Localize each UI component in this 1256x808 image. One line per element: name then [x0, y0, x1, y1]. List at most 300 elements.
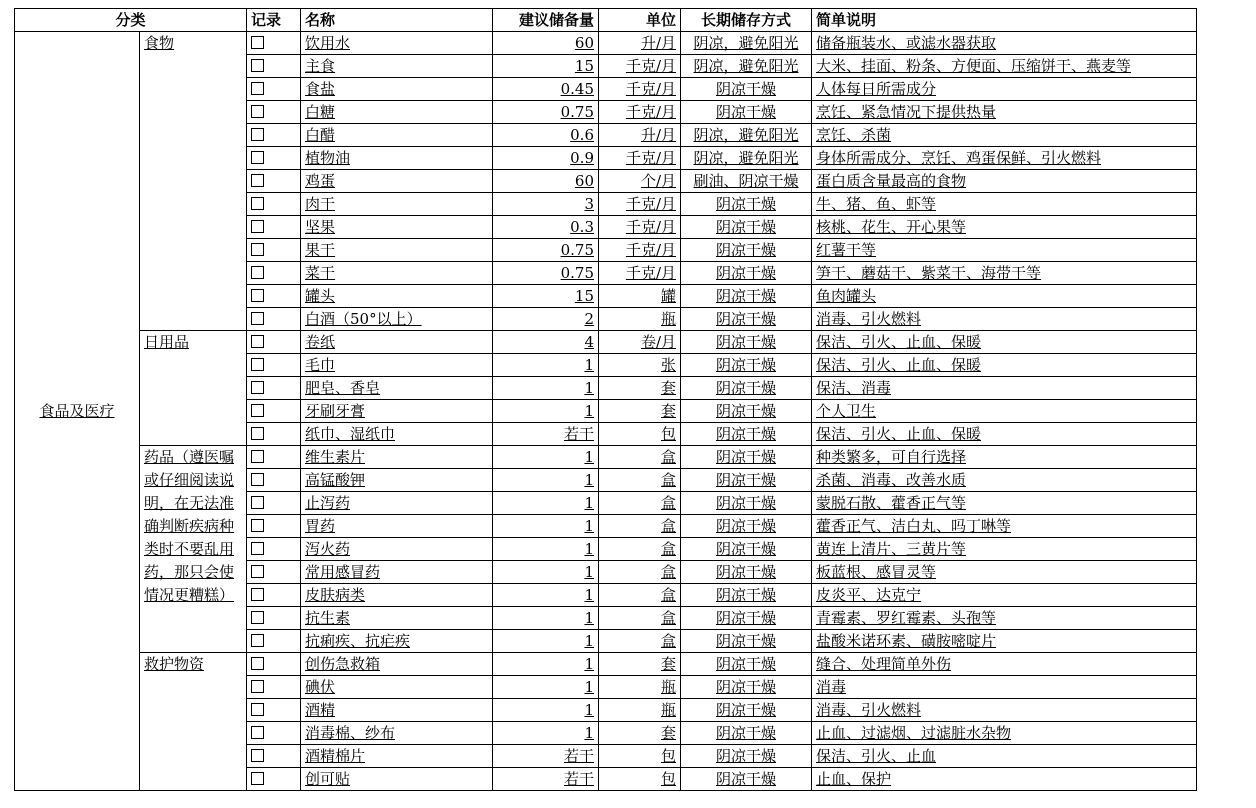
- item-unit: 千克/月: [625, 194, 676, 213]
- item-storage: 阴凉干燥: [715, 723, 776, 742]
- item-description-cell: [812, 55, 1197, 78]
- item-storage-cell: [681, 147, 812, 170]
- record-checkbox[interactable]: [251, 197, 264, 210]
- item-name: 肥皂、香皂: [305, 378, 381, 397]
- item-unit-cell: [599, 538, 681, 561]
- item-quantity-cell: [493, 124, 599, 147]
- item-unit-cell: [599, 630, 681, 653]
- item-unit: 卷/月: [640, 332, 676, 351]
- item-name-cell: [301, 492, 493, 515]
- record-cell: [247, 607, 301, 630]
- item-description: 核桃、花生、开心果等: [816, 217, 967, 236]
- item-quantity: 1: [584, 447, 594, 466]
- item-unit: 千克/月: [625, 79, 676, 98]
- item-storage: 阴凉干燥: [715, 401, 776, 420]
- item-unit: 套: [660, 401, 676, 420]
- record-cell: [247, 55, 301, 78]
- item-description: 保洁、引火、止血: [816, 746, 937, 765]
- item-unit: 套: [660, 654, 676, 673]
- item-description-cell: [812, 607, 1197, 630]
- item-storage-cell: [681, 699, 812, 722]
- item-storage: 阴凉干燥: [715, 654, 776, 673]
- record-checkbox[interactable]: [251, 266, 264, 279]
- item-unit-cell: [599, 101, 681, 124]
- item-quantity: 1: [584, 355, 594, 374]
- item-description: 烹饪、紧急情况下提供热量: [816, 102, 997, 121]
- record-checkbox[interactable]: [251, 427, 264, 440]
- item-storage: 阴凉干燥: [715, 355, 776, 374]
- item-name-cell: [301, 584, 493, 607]
- item-description-cell: [812, 768, 1197, 791]
- item-unit: 盒: [660, 631, 676, 650]
- item-name-cell: [301, 124, 493, 147]
- item-storage-cell: [681, 400, 812, 423]
- record-checkbox[interactable]: [251, 588, 264, 601]
- subcategory-label: 救护物资: [144, 655, 205, 673]
- record-checkbox[interactable]: [251, 703, 264, 716]
- item-name-cell: [301, 193, 493, 216]
- item-name-cell: [301, 262, 493, 285]
- item-name: 高锰酸钾: [305, 470, 366, 489]
- item-description: 藿香正气、洁白丸、吗丁啉等: [816, 516, 1012, 535]
- record-checkbox[interactable]: [251, 243, 264, 256]
- record-cell: [247, 354, 301, 377]
- item-storage-cell: [681, 584, 812, 607]
- item-name: 泻火药: [305, 539, 351, 558]
- item-quantity: 1: [584, 700, 594, 719]
- item-quantity: 1: [584, 378, 594, 397]
- item-quantity: 0.75: [560, 263, 594, 282]
- record-cell: [247, 331, 301, 354]
- record-cell: [247, 216, 301, 239]
- item-description: 缝合、处理简单外伤: [816, 654, 952, 673]
- item-storage: 阴凉，避免阳光: [693, 56, 799, 75]
- item-quantity: 0.6: [570, 125, 594, 144]
- item-unit-cell: [599, 216, 681, 239]
- item-description: 保洁、消毒: [816, 378, 892, 397]
- item-unit: 千克/月: [625, 102, 676, 121]
- item-description-cell: [812, 492, 1197, 515]
- item-storage-cell: [681, 193, 812, 216]
- item-quantity-cell: [493, 492, 599, 515]
- item-name: 维生素片: [305, 447, 366, 466]
- item-storage-cell: [681, 170, 812, 193]
- item-quantity-cell: [493, 101, 599, 124]
- item-description: 盐酸米诺环素、磺胺嘧啶片: [816, 631, 997, 650]
- item-description-cell: [812, 170, 1197, 193]
- item-storage: 刷油、阴凉干燥: [693, 171, 799, 190]
- record-cell: [247, 124, 301, 147]
- item-quantity: 若干: [563, 746, 594, 765]
- item-description: 皮炎平、达克宁: [816, 585, 922, 604]
- item-quantity-cell: [493, 653, 599, 676]
- table-row: [15, 653, 1197, 676]
- item-name-cell: [301, 331, 493, 354]
- item-description: 消毒、引火燃料: [816, 309, 922, 328]
- item-storage: 阴凉干燥: [715, 309, 776, 328]
- item-quantity: 0.75: [560, 102, 594, 121]
- item-storage-cell: [681, 78, 812, 101]
- item-unit-cell: [599, 699, 681, 722]
- item-quantity-cell: [493, 561, 599, 584]
- item-storage-cell: [681, 216, 812, 239]
- item-quantity: 1: [584, 401, 594, 420]
- subcategory-label: 食物: [144, 34, 175, 52]
- item-storage-cell: [681, 538, 812, 561]
- record-checkbox[interactable]: [251, 312, 264, 325]
- item-storage-cell: [681, 377, 812, 400]
- table-row: [15, 446, 1197, 469]
- item-quantity: 60: [574, 171, 594, 190]
- item-storage-cell: [681, 124, 812, 147]
- item-description-cell: [812, 515, 1197, 538]
- item-unit: 千克/月: [625, 240, 676, 259]
- item-storage-cell: [681, 423, 812, 446]
- item-description-cell: [812, 147, 1197, 170]
- item-storage: 阴凉干燥: [715, 769, 776, 788]
- item-unit-cell: [599, 78, 681, 101]
- record-cell: [247, 101, 301, 124]
- record-checkbox[interactable]: [251, 59, 264, 72]
- table-row: [15, 32, 1197, 55]
- record-checkbox[interactable]: [251, 519, 264, 532]
- record-checkbox[interactable]: [251, 105, 264, 118]
- item-name-cell: [301, 423, 493, 446]
- item-quantity-cell: [493, 262, 599, 285]
- item-quantity-cell: [493, 584, 599, 607]
- record-cell: [247, 285, 301, 308]
- item-storage-cell: [681, 446, 812, 469]
- record-checkbox[interactable]: [251, 220, 264, 233]
- item-description-cell: [812, 124, 1197, 147]
- record-cell: [247, 469, 301, 492]
- item-storage: 阴凉干燥: [715, 493, 776, 512]
- item-description: 牛、猪、鱼、虾等: [816, 194, 937, 213]
- item-unit-cell: [599, 584, 681, 607]
- item-unit-cell: [599, 469, 681, 492]
- category-label: 食品及医疗: [39, 401, 115, 420]
- item-name: 止泻药: [305, 493, 351, 512]
- record-checkbox[interactable]: [251, 358, 264, 371]
- record-checkbox[interactable]: [251, 634, 264, 647]
- item-storage: 阴凉干燥: [715, 585, 776, 604]
- record-checkbox[interactable]: [251, 151, 264, 164]
- item-name: 坚果: [305, 217, 336, 236]
- item-unit: 瓶: [660, 677, 676, 696]
- item-description: 储备瓶装水、或滤水器获取: [816, 33, 997, 52]
- item-unit: 罐: [660, 286, 676, 305]
- item-storage: 阴凉，避免阳光: [693, 33, 799, 52]
- item-quantity-cell: [493, 147, 599, 170]
- item-storage-cell: [681, 101, 812, 124]
- item-quantity-cell: [493, 331, 599, 354]
- item-unit-cell: [599, 446, 681, 469]
- item-unit: 瓶: [660, 700, 676, 719]
- item-name: 肉干: [305, 194, 336, 213]
- item-name-cell: [301, 78, 493, 101]
- item-name: 果干: [305, 240, 336, 259]
- item-name-cell: [301, 446, 493, 469]
- record-cell: [247, 538, 301, 561]
- item-unit: 盒: [660, 562, 676, 581]
- item-storage-cell: [681, 262, 812, 285]
- item-description-cell: [812, 308, 1197, 331]
- item-name-cell: [301, 400, 493, 423]
- item-quantity: 60: [574, 33, 594, 52]
- item-storage-cell: [681, 607, 812, 630]
- header-name: 名称: [301, 9, 493, 32]
- item-name: 创伤急救箱: [305, 654, 381, 673]
- record-cell: [247, 239, 301, 262]
- item-quantity-cell: [493, 745, 599, 768]
- item-storage: 阴凉干燥: [715, 332, 776, 351]
- item-unit: 盒: [660, 493, 676, 512]
- record-checkbox[interactable]: [251, 542, 264, 555]
- subcategory-cell: [140, 446, 247, 653]
- item-name-cell: [301, 469, 493, 492]
- item-name: 抗痢疾、抗疟疾: [305, 631, 411, 650]
- item-unit: 升/月: [640, 33, 676, 52]
- item-storage-cell: [681, 561, 812, 584]
- item-description: 黄连上清片、三黄片等: [816, 539, 967, 558]
- item-name-cell: [301, 630, 493, 653]
- item-name-cell: [301, 239, 493, 262]
- item-name: 卷纸: [305, 332, 336, 351]
- record-checkbox[interactable]: [251, 404, 264, 417]
- item-name-cell: [301, 538, 493, 561]
- item-storage: 阴凉干燥: [715, 746, 776, 765]
- subcategory-label: 日用品: [144, 333, 190, 351]
- record-cell: [247, 78, 301, 101]
- item-name-cell: [301, 170, 493, 193]
- item-storage-cell: [681, 308, 812, 331]
- record-cell: [247, 446, 301, 469]
- item-quantity-cell: [493, 32, 599, 55]
- item-description: 保洁、引火、止血、保暖: [816, 355, 982, 374]
- item-description: 板蓝根、感冒灵等: [816, 562, 937, 581]
- item-storage-cell: [681, 32, 812, 55]
- item-description: 种类繁多，可自行选择: [816, 447, 967, 466]
- item-storage: 阴凉干燥: [715, 608, 776, 627]
- item-quantity-cell: [493, 377, 599, 400]
- item-description-cell: [812, 216, 1197, 239]
- item-storage: 阴凉干燥: [715, 286, 776, 305]
- item-quantity-cell: [493, 354, 599, 377]
- item-quantity-cell: [493, 170, 599, 193]
- record-cell: [247, 308, 301, 331]
- item-storage-cell: [681, 515, 812, 538]
- item-description-cell: [812, 101, 1197, 124]
- record-checkbox[interactable]: [251, 473, 264, 486]
- item-storage: 阴凉干燥: [715, 677, 776, 696]
- item-quantity-cell: [493, 423, 599, 446]
- item-name-cell: [301, 745, 493, 768]
- item-name: 牙刷牙膏: [305, 401, 366, 420]
- item-unit-cell: [599, 285, 681, 308]
- record-checkbox[interactable]: [251, 289, 264, 302]
- item-name-cell: [301, 354, 493, 377]
- item-quantity-cell: [493, 239, 599, 262]
- item-name-cell: [301, 699, 493, 722]
- item-storage-cell: [681, 676, 812, 699]
- record-cell: [247, 768, 301, 791]
- item-name-cell: [301, 216, 493, 239]
- subcategory-cell: [140, 653, 247, 791]
- item-unit-cell: [599, 492, 681, 515]
- item-storage: 阴凉干燥: [715, 217, 776, 236]
- header-row: [15, 9, 1197, 32]
- item-unit-cell: [599, 423, 681, 446]
- item-quantity-cell: [493, 78, 599, 101]
- item-name: 主食: [305, 56, 336, 75]
- record-checkbox[interactable]: [251, 496, 264, 509]
- item-storage: 阴凉干燥: [715, 516, 776, 535]
- item-name-cell: [301, 768, 493, 791]
- record-checkbox[interactable]: [251, 657, 264, 670]
- item-description-cell: [812, 538, 1197, 561]
- item-quantity-cell: [493, 676, 599, 699]
- record-cell: [247, 170, 301, 193]
- header-quantity: 建议储备量: [493, 9, 599, 32]
- item-storage: 阴凉干燥: [715, 539, 776, 558]
- item-name: 碘伏: [305, 677, 336, 696]
- item-name: 创可贴: [305, 769, 351, 788]
- item-quantity: 1: [584, 562, 594, 581]
- item-name-cell: [301, 377, 493, 400]
- item-description-cell: [812, 722, 1197, 745]
- record-checkbox[interactable]: [251, 565, 264, 578]
- item-unit: 千克/月: [625, 56, 676, 75]
- item-quantity-cell: [493, 400, 599, 423]
- item-description-cell: [812, 285, 1197, 308]
- item-storage-cell: [681, 492, 812, 515]
- item-quantity-cell: [493, 607, 599, 630]
- item-storage-cell: [681, 331, 812, 354]
- item-quantity: 1: [584, 585, 594, 604]
- item-name: 抗生素: [305, 608, 351, 627]
- item-storage: 阴凉，避免阳光: [693, 148, 799, 167]
- item-storage: 阴凉干燥: [715, 263, 776, 282]
- item-description-cell: [812, 561, 1197, 584]
- table-row: [15, 331, 1197, 354]
- record-checkbox[interactable]: [251, 749, 264, 762]
- item-unit: 千克/月: [625, 263, 676, 282]
- record-checkbox[interactable]: [251, 611, 264, 624]
- table-body: [15, 32, 1197, 791]
- item-unit-cell: [599, 354, 681, 377]
- item-name-cell: [301, 147, 493, 170]
- item-description: 杀菌、消毒、改善水质: [816, 470, 967, 489]
- item-storage-cell: [681, 768, 812, 791]
- record-checkbox[interactable]: [251, 680, 264, 693]
- record-cell: [247, 32, 301, 55]
- item-name: 胃药: [305, 516, 336, 535]
- item-storage: 阴凉干燥: [715, 424, 776, 443]
- item-quantity: 1: [584, 539, 594, 558]
- item-description-cell: [812, 239, 1197, 262]
- header-record: 记录: [247, 9, 301, 32]
- record-checkbox[interactable]: [251, 82, 264, 95]
- item-unit: 盒: [660, 447, 676, 466]
- header-unit: 单位: [599, 9, 681, 32]
- item-description-cell: [812, 745, 1197, 768]
- item-quantity-cell: [493, 630, 599, 653]
- item-description: 身体所需成分、烹饪、鸡蛋保鲜、引火燃料: [816, 148, 1102, 167]
- item-quantity-cell: [493, 469, 599, 492]
- item-quantity: 1: [584, 608, 594, 627]
- record-checkbox[interactable]: [251, 726, 264, 739]
- item-unit: 盒: [660, 585, 676, 604]
- item-storage: 阴凉干燥: [715, 631, 776, 650]
- item-description-cell: [812, 262, 1197, 285]
- item-storage: 阴凉干燥: [715, 470, 776, 489]
- item-description: 保洁、引火、止血、保暖: [816, 332, 982, 351]
- item-description: 消毒、引火燃料: [816, 700, 922, 719]
- record-checkbox[interactable]: [251, 381, 264, 394]
- record-cell: [247, 492, 301, 515]
- item-quantity-cell: [493, 699, 599, 722]
- record-checkbox[interactable]: [251, 450, 264, 463]
- item-name: 酒精: [305, 700, 336, 719]
- subcategory-cell: [140, 32, 247, 331]
- header-storage: 长期储存方式: [681, 9, 812, 32]
- item-unit-cell: [599, 745, 681, 768]
- item-description: 鱼肉罐头: [816, 286, 877, 305]
- item-unit: 张: [660, 355, 676, 374]
- item-name: 皮肤病类: [305, 585, 366, 604]
- record-cell: [247, 745, 301, 768]
- item-quantity: 15: [574, 286, 594, 305]
- item-storage: 阴凉干燥: [715, 562, 776, 581]
- item-description: 止血、保护: [816, 769, 892, 788]
- item-name-cell: [301, 55, 493, 78]
- item-quantity-cell: [493, 308, 599, 331]
- record-checkbox[interactable]: [251, 174, 264, 187]
- item-storage: 阴凉干燥: [715, 378, 776, 397]
- record-checkbox[interactable]: [251, 36, 264, 49]
- item-unit-cell: [599, 607, 681, 630]
- record-cell: [247, 377, 301, 400]
- item-quantity: 3: [584, 194, 594, 213]
- item-description-cell: [812, 331, 1197, 354]
- supply-table: [14, 8, 1197, 791]
- item-description: 个人卫生: [816, 401, 877, 420]
- item-quantity: 若干: [563, 424, 594, 443]
- record-checkbox[interactable]: [251, 772, 264, 785]
- item-quantity-cell: [493, 216, 599, 239]
- item-name-cell: [301, 285, 493, 308]
- item-unit-cell: [599, 193, 681, 216]
- record-checkbox[interactable]: [251, 128, 264, 141]
- item-unit-cell: [599, 170, 681, 193]
- record-checkbox[interactable]: [251, 335, 264, 348]
- item-quantity: 1: [584, 723, 594, 742]
- item-quantity-cell: [493, 285, 599, 308]
- item-description: 人体每日所需成分: [816, 79, 937, 98]
- item-name-cell: [301, 561, 493, 584]
- item-name-cell: [301, 308, 493, 331]
- item-storage: 阴凉，避免阳光: [693, 125, 799, 144]
- item-name: 消毒棉、纱布: [305, 723, 396, 742]
- record-cell: [247, 147, 301, 170]
- item-quantity-cell: [493, 768, 599, 791]
- item-quantity-cell: [493, 538, 599, 561]
- item-storage: 阴凉干燥: [715, 79, 776, 98]
- item-storage: 阴凉干燥: [715, 102, 776, 121]
- item-description: 蒙脱石散、藿香正气等: [816, 493, 967, 512]
- item-storage-cell: [681, 239, 812, 262]
- item-quantity: 1: [584, 470, 594, 489]
